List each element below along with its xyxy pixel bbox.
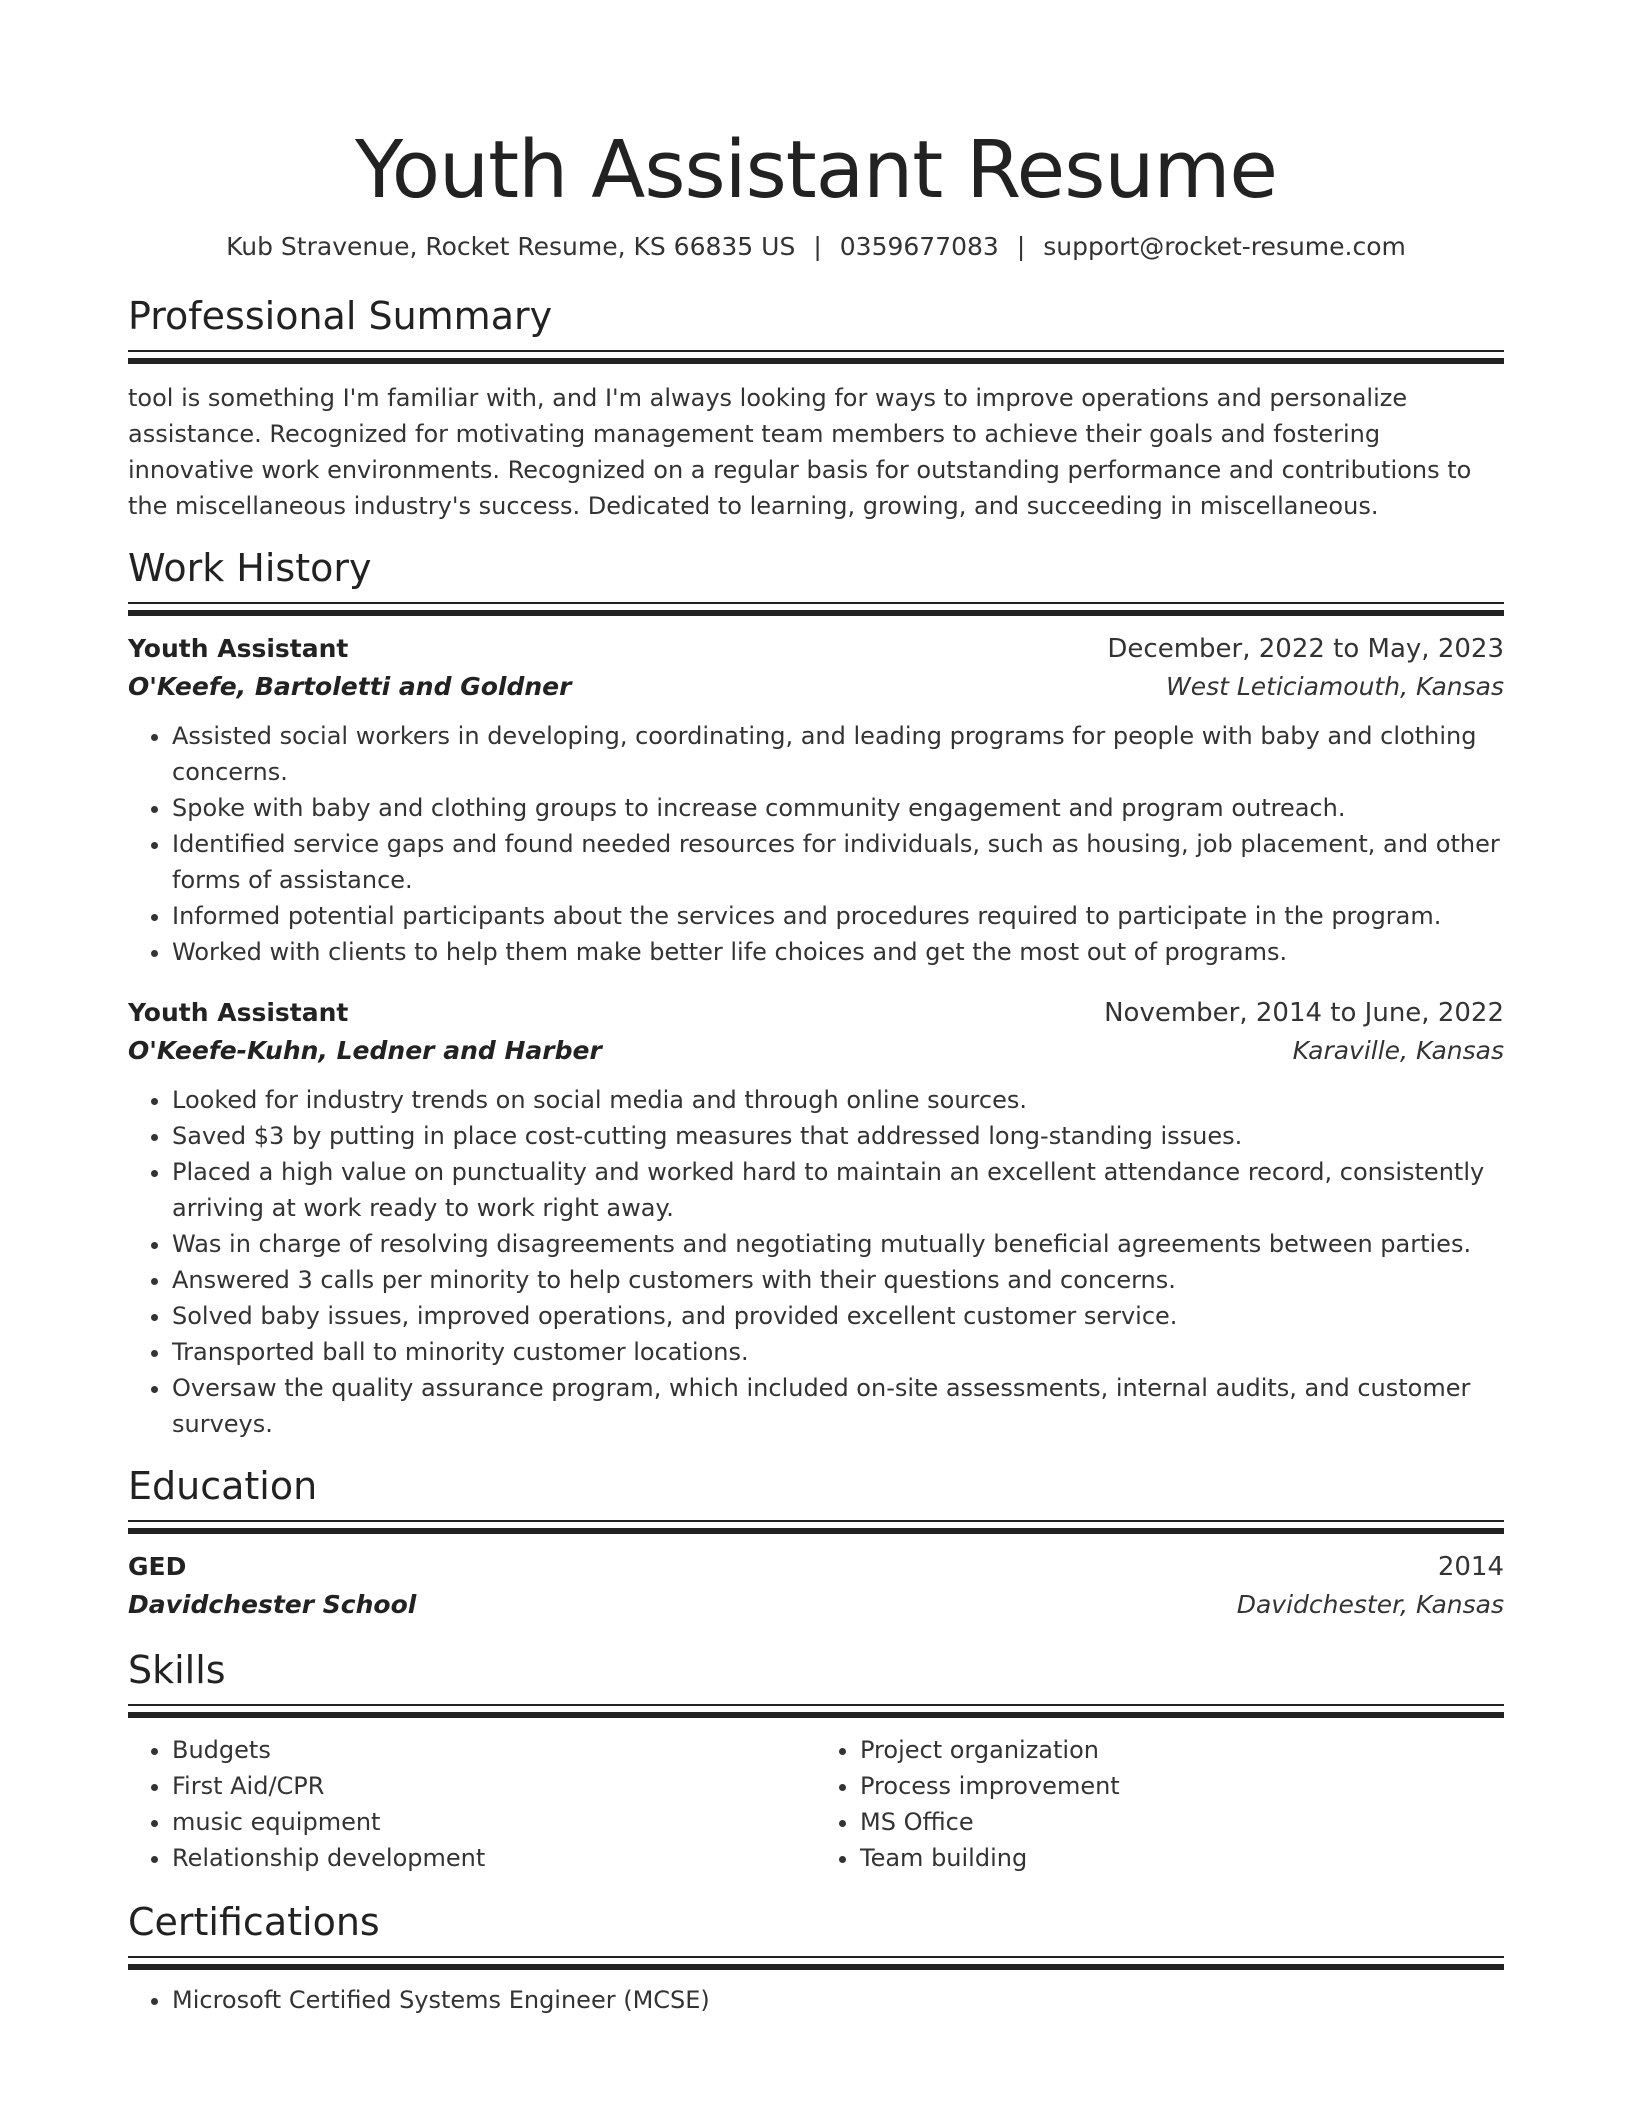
list-item: • Looked for industry trends on social media and through online sources. <box>172 1082 1504 1118</box>
certifications-heading: Certifications <box>128 1900 380 1944</box>
summary-text: tool is something I'm familiar with, and I'm always looking for ways to improve operations and personalize assistance. Recognized for motivating management team members to achieve their goals and fostering innovative work environments. Recognized on a regular basis for outstanding performance and contributions to the miscellaneous industry's success. Dedicated to learning, growing, and succeeding in miscellaneous. <box>128 384 1472 520</box>
list-item: • Informed potential participants about the services and procedures required to participate in the program. <box>172 898 1504 934</box>
skills-section <box>128 1646 1504 1876</box>
education-section <box>128 1462 1504 1624</box>
contact-separator: | <box>813 232 822 261</box>
contact-email[interactable]: support@rocket-resume.com <box>1043 232 1406 261</box>
education-subheader <box>128 1586 1504 1624</box>
job-title: Youth Assistant <box>128 998 349 1027</box>
list-item: • Saved $3 by putting in place cost-cutting measures that addressed long-standing issues. <box>172 1118 1504 1154</box>
skills-list-right <box>816 1732 1504 1876</box>
contact-line <box>128 230 1504 264</box>
education-school: Davidchester School <box>128 1590 417 1619</box>
list-item: • Process improvement <box>860 1768 1504 1804</box>
resume-page <box>128 0 1504 2018</box>
job-subheader <box>128 1032 1504 1070</box>
list-item: • Solved baby issues, improved operations, and provided excellent customer service. <box>172 1298 1504 1334</box>
education-heading: Education <box>128 1464 318 1508</box>
list-item: • Microsoft Certified Systems Engineer (MCSE) <box>172 1982 1504 2018</box>
job-dates: December, 2022 to May, 2023 <box>1107 634 1504 664</box>
list-item: • Identified service gaps and found needed resources for individuals, such as housing, job placement, and other forms of assistance. <box>172 826 1504 898</box>
list-item: • First Aid/CPR <box>172 1768 816 1804</box>
job-duties-list <box>128 1082 1504 1442</box>
job-dates: November, 2014 to June, 2022 <box>1104 998 1504 1028</box>
summary-heading: Professional Summary <box>128 294 553 338</box>
job-title: Youth Assistant <box>128 634 349 663</box>
job-location: West Leticiamouth, Kansas <box>1165 672 1504 701</box>
list-item: • Transported ball to minority customer locations. <box>172 1334 1504 1370</box>
education-header <box>128 1548 1504 1586</box>
job-header <box>128 994 1504 1032</box>
job-header <box>128 630 1504 668</box>
contact-phone: 0359677083 <box>839 232 999 261</box>
list-item: • Was in charge of resolving disagreements and negotiating mutually beneficial agreements between parties. <box>172 1226 1504 1262</box>
list-item: • MS Office <box>860 1804 1504 1840</box>
section-divider <box>128 1520 1504 1534</box>
list-item: • Spoke with baby and clothing groups to increase community engagement and program outreach. <box>172 790 1504 826</box>
section-divider <box>128 602 1504 616</box>
list-item: • Project organization <box>860 1732 1504 1768</box>
contact-separator: | <box>1016 232 1026 261</box>
skills-grid <box>128 1732 1504 1876</box>
education-location: Davidchester, Kansas <box>1236 1590 1504 1619</box>
certifications-section <box>128 1898 1504 2018</box>
education-year: 2014 <box>1437 1552 1504 1582</box>
list-item: • Answered 3 calls per minority to help customers with their questions and concerns. <box>172 1262 1504 1298</box>
list-item: • Relationship development <box>172 1840 816 1876</box>
section-divider <box>128 350 1504 364</box>
summary-section <box>128 292 1504 524</box>
skills-list-left <box>128 1732 816 1876</box>
job-company: O'Keefe, Bartoletti and Goldner <box>128 672 572 701</box>
education-entry <box>128 1548 1504 1624</box>
certifications-list <box>128 1982 1504 2018</box>
list-item: • Assisted social workers in developing, coordinating, and leading programs for people with baby and clothing concerns. <box>172 718 1504 790</box>
job-entry <box>128 630 1504 970</box>
job-company: O'Keefe-Kuhn, Ledner and Harber <box>128 1036 602 1065</box>
section-divider <box>128 1704 1504 1718</box>
list-item: • Team building <box>860 1840 1504 1876</box>
list-item: • Placed a high value on punctuality and worked hard to maintain an excellent attendance record, consistently arriving at work ready to work right away. <box>172 1154 1504 1226</box>
list-item: • Oversaw the quality assurance program, which included on-site assessments, internal audits, and customer surveys. <box>172 1370 1504 1442</box>
work-heading: Work History <box>128 546 372 590</box>
list-item: • Budgets <box>172 1732 816 1768</box>
job-subheader <box>128 668 1504 706</box>
job-duties-list <box>128 718 1504 970</box>
list-item: • Worked with clients to help them make better life choices and get the most out of programs. <box>172 934 1504 970</box>
job-entry <box>128 994 1504 1442</box>
list-item: • music equipment <box>172 1804 816 1840</box>
work-section <box>128 544 1504 1442</box>
section-divider <box>128 1956 1504 1970</box>
contact-address: Kub Stravenue, Rocket Resume, KS 66835 US <box>226 232 796 261</box>
education-degree: GED <box>128 1552 187 1581</box>
page-title: Youth Assistant Resume <box>354 124 1278 216</box>
skills-heading: Skills <box>128 1648 226 1692</box>
job-location: Karaville, Kansas <box>1292 1036 1504 1065</box>
